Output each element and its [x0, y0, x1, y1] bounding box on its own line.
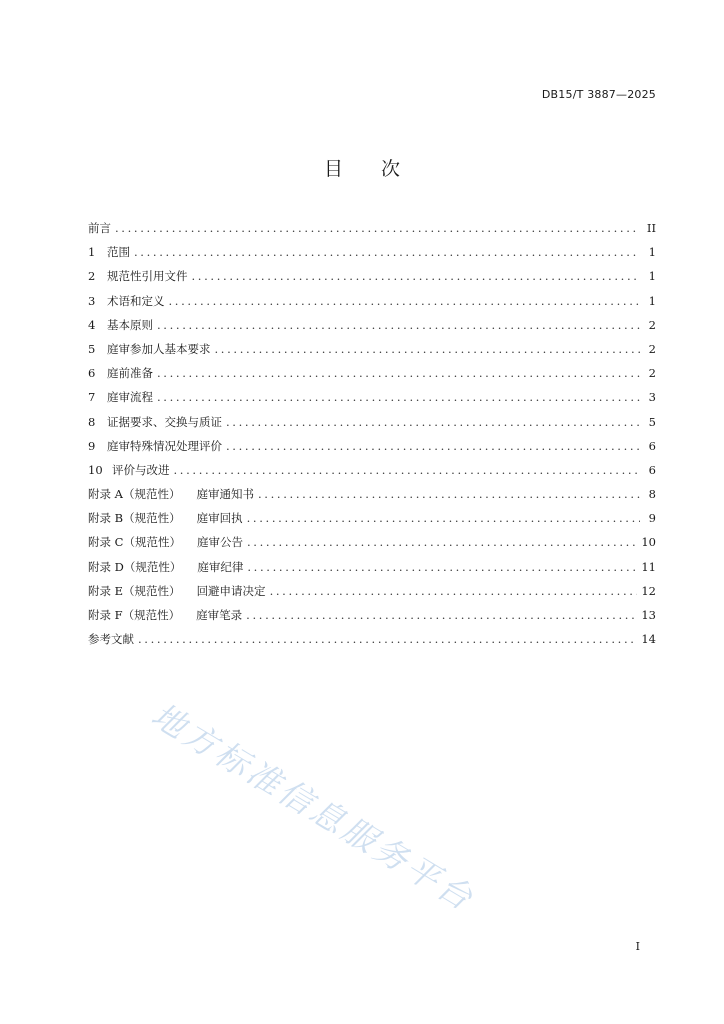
toc-dot-leader — [138, 627, 637, 651]
toc-entry[interactable] — [88, 410, 656, 434]
toc-dot-leader — [157, 361, 640, 385]
table-of-contents — [88, 216, 656, 651]
toc-entry-label: 范围 — [107, 245, 130, 260]
toc-entry-label: 评价与改进 — [112, 462, 170, 477]
page-title — [0, 154, 724, 181]
toc-entry-page: 11 — [641, 559, 656, 574]
toc-entry[interactable] — [88, 579, 656, 603]
toc-entry-number: 2 — [88, 269, 96, 284]
toc-entry-annex: 附录 D（规范性） — [88, 559, 182, 574]
document-code: DB15/T 3887—2025 — [541, 88, 656, 101]
toc-entry-page: 2 — [648, 366, 656, 381]
toc-dot-leader — [157, 313, 640, 337]
toc-entry-label: 庭审特殊情况处理评价 — [107, 438, 222, 453]
toc-entry-page: 10 — [641, 535, 656, 550]
toc-entry[interactable] — [88, 385, 656, 409]
toc-entry-page: 14 — [641, 632, 656, 647]
toc-dot-leader — [169, 289, 641, 313]
toc-entry-page: 6 — [648, 462, 656, 477]
toc-entry-number: 1 — [88, 245, 96, 260]
toc-entry-label: 庭审公告 — [196, 535, 243, 550]
toc-entry-label: 庭审流程 — [107, 390, 153, 405]
toc-dot-leader — [157, 385, 640, 409]
toc-entry-page: 9 — [648, 511, 656, 526]
toc-entry-annex: 附录 A（规范性） — [88, 487, 181, 502]
toc-entry[interactable] — [88, 555, 656, 579]
toc-entry[interactable] — [88, 264, 656, 288]
toc-entry-label: 前言 — [88, 221, 111, 235]
toc-entry[interactable] — [88, 458, 656, 482]
toc-entry-label: 庭审笔录 — [196, 608, 243, 622]
toc-dot-leader — [215, 337, 641, 361]
toc-entry-number: 9 — [88, 438, 96, 453]
toc-dot-leader — [134, 240, 640, 264]
toc-entry[interactable] — [88, 361, 656, 385]
toc-entry-page: 8 — [648, 487, 656, 502]
toc-entry-page: 1 — [648, 293, 656, 308]
toc-entry-annex: 附录 E（规范性） — [88, 583, 181, 598]
toc-entry-page: 2 — [648, 317, 656, 332]
toc-entry[interactable] — [88, 216, 656, 240]
toc-entry-number: 3 — [88, 293, 96, 308]
toc-entry[interactable] — [88, 337, 656, 361]
toc-dot-leader — [226, 434, 640, 458]
toc-entry-annex: 附录 C（规范性） — [88, 535, 181, 550]
toc-entry-page: 6 — [648, 438, 656, 453]
toc-entry[interactable] — [88, 530, 656, 554]
page-number: I — [635, 940, 640, 953]
toc-entry-annex: 附录 B（规范性） — [88, 511, 181, 526]
toc-entry-number: 8 — [88, 414, 96, 429]
toc-entry-number: 5 — [88, 341, 96, 356]
title-part-1: 目 — [323, 158, 343, 180]
toc-entry-number: 7 — [88, 390, 96, 405]
toc-entry-page: 3 — [648, 390, 656, 405]
toc-entry-number: 10 — [88, 462, 103, 477]
toc-entry[interactable] — [88, 506, 656, 530]
toc-dot-leader — [247, 506, 640, 530]
toc-entry-label: 庭审纪律 — [197, 559, 244, 574]
toc-entry-label: 庭审参加人基本要求 — [107, 341, 211, 356]
toc-entry-page: 13 — [641, 608, 656, 622]
toc-entry[interactable] — [88, 313, 656, 337]
toc-dot-leader — [247, 555, 637, 579]
toc-entry[interactable] — [88, 482, 656, 506]
toc-entry-label: 规范性引用文件 — [107, 269, 188, 284]
toc-entry-label: 庭前准备 — [107, 366, 153, 381]
toc-dot-leader — [115, 216, 640, 240]
watermark: 地方标准信息服务平台 — [144, 695, 483, 920]
toc-entry-label: 庭审通知书 — [196, 487, 254, 502]
toc-entry[interactable] — [88, 289, 656, 313]
toc-entry-annex: 附录 F（规范性） — [88, 608, 181, 622]
toc-entry-label: 术语和定义 — [107, 293, 165, 308]
toc-dot-leader — [246, 603, 637, 627]
toc-entry[interactable] — [88, 603, 656, 627]
toc-entry[interactable] — [88, 434, 656, 458]
toc-entry-page: 1 — [648, 269, 656, 284]
toc-entry-label: 基本原则 — [107, 317, 153, 332]
toc-entry-page: II — [646, 221, 656, 235]
toc-entry-label: 回避申请决定 — [196, 583, 266, 598]
toc-entry-label: 庭审回执 — [196, 511, 243, 526]
toc-entry-label: 证据要求、交换与质证 — [107, 414, 222, 429]
toc-entry-page: 12 — [641, 583, 656, 598]
toc-dot-leader — [174, 458, 641, 482]
toc-entry-label: 参考文献 — [88, 632, 134, 647]
toc-dot-leader — [247, 530, 637, 554]
toc-dot-leader — [226, 410, 640, 434]
toc-entry-page: 5 — [648, 414, 656, 429]
toc-entry-number: 6 — [88, 366, 96, 381]
toc-entry-page: 2 — [648, 341, 656, 356]
toc-dot-leader — [258, 482, 640, 506]
toc-entry[interactable] — [88, 240, 656, 264]
toc-dot-leader — [270, 579, 638, 603]
title-part-2: 次 — [381, 158, 401, 180]
toc-dot-leader — [192, 264, 641, 288]
toc-entry[interactable] — [88, 627, 656, 651]
toc-entry-number: 4 — [88, 317, 96, 332]
toc-entry-page: 1 — [648, 245, 656, 260]
